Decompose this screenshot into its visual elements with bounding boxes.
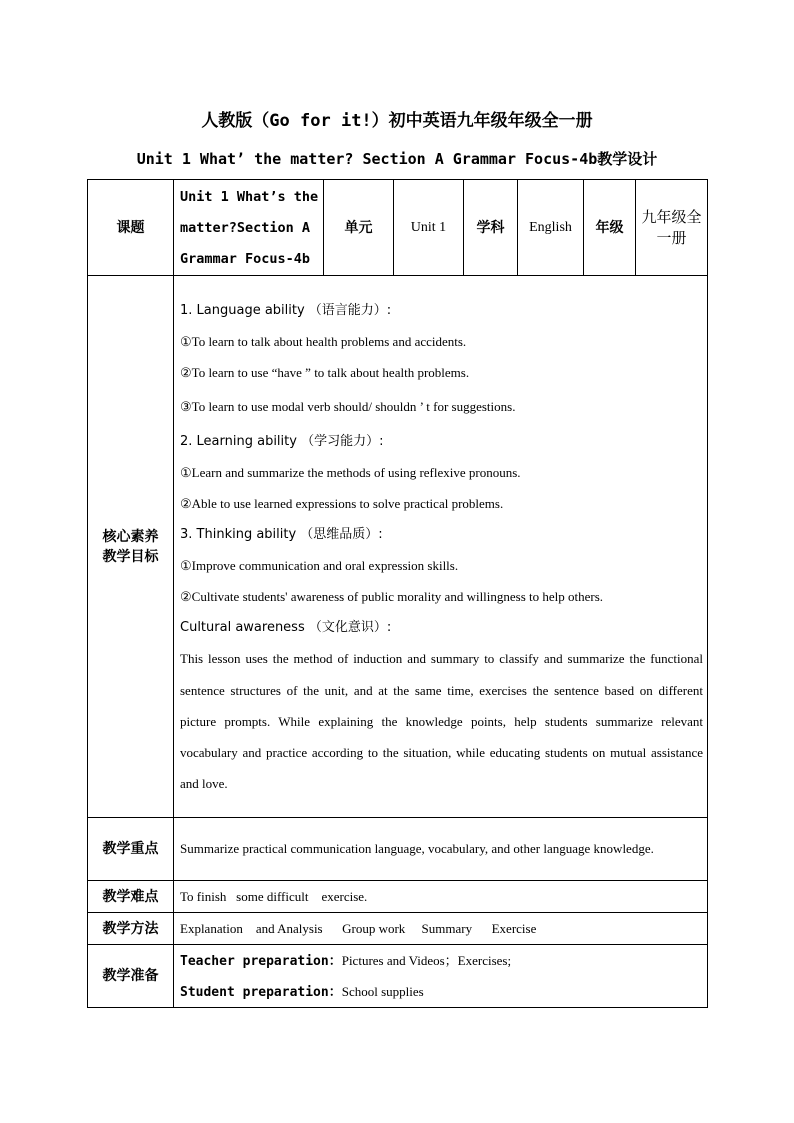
thinking-item: ①Improve communication and oral expression skills. — [180, 558, 459, 574]
thinking-item: ②Cultivate students' awareness of public morality and willingness to help others. — [180, 589, 604, 605]
thinking-heading: 3. Thinking ability （思维品质）: — [180, 527, 383, 543]
difficult-points-label: 教学难点 — [88, 881, 174, 913]
cultural-heading: Cultural awareness （文化意识）: — [180, 620, 392, 636]
difficult-points-row — [88, 881, 708, 913]
subject-label: 学科 — [464, 180, 518, 276]
learning-heading: 2. Learning ability （学习能力）: — [180, 434, 384, 450]
grade-label: 年级 — [584, 180, 636, 276]
objectives-content — [174, 276, 708, 818]
header-row — [88, 180, 708, 276]
preparation-label: 教学准备 — [88, 945, 174, 1008]
grade-value: 九年级全一册 — [636, 180, 708, 276]
learning-item: ②Able to use learned expressions to solve practical problems. — [180, 496, 504, 512]
teacher-preparation — [180, 945, 701, 976]
preparation-row — [88, 945, 708, 1008]
methods-text: Explanation and Analysis Group work Summary Exercise — [174, 913, 708, 945]
unit-value: Unit 1 — [394, 180, 464, 276]
topic-value: Unit 1 What’s the matter?Section A Grammar Focus-4b — [174, 180, 324, 276]
student-preparation-label: Student preparation： — [180, 985, 342, 1000]
key-points-row — [88, 818, 708, 881]
difficult-points-text: To finish some difficult exercise. — [174, 881, 708, 913]
key-points-label: 教学重点 — [88, 818, 174, 881]
student-preparation — [180, 976, 701, 1007]
document-subtitle: Unit 1 What’ the matter? Section A Grammar Focus-4b教学设计 — [136, 150, 658, 168]
topic-label: 课题 — [88, 180, 174, 276]
teacher-preparation-label: Teacher preparation： — [180, 954, 342, 969]
lesson-plan-table — [87, 179, 708, 1008]
cultural-text: This lesson uses the method of induction and summary to classify and summarize the functional sentence structures of the unit, and at the same time, exercises the sentence based on different picture prompts. While explaining the knowledge points, help students summarize relevant vocabulary and practice according to the situation, while educating students on mutual assistance and love. — [180, 651, 703, 792]
preparation-content — [174, 945, 708, 1008]
subject-value: English — [518, 180, 584, 276]
language-item: ②To learn to use “have ” to talk about health problems. — [180, 365, 470, 381]
learning-item: ①Learn and summarize the methods of using reflexive pronouns. — [180, 465, 521, 481]
methods-row — [88, 913, 708, 945]
key-points-text: Summarize practical communication language, vocabulary, and other language knowledge. — [174, 818, 708, 881]
student-preparation-text: School supplies — [341, 984, 424, 999]
objectives-row — [88, 276, 708, 818]
unit-label: 单元 — [324, 180, 394, 276]
language-heading: 1. Language ability （语言能力）: — [180, 303, 392, 319]
document-title: 人教版（Go for it!）初中英语九年级年级全一册 — [201, 111, 593, 131]
teacher-preparation-text: Pictures and Videos；Exercises; — [341, 953, 512, 968]
language-item: ③To learn to use modal verb should/ shouldn ’ t for suggestions. — [180, 399, 516, 415]
objectives-label: 核心素养教学目标 — [88, 276, 174, 818]
language-item: ①To learn to talk about health problems and accidents. — [180, 334, 467, 350]
methods-label: 教学方法 — [88, 913, 174, 945]
